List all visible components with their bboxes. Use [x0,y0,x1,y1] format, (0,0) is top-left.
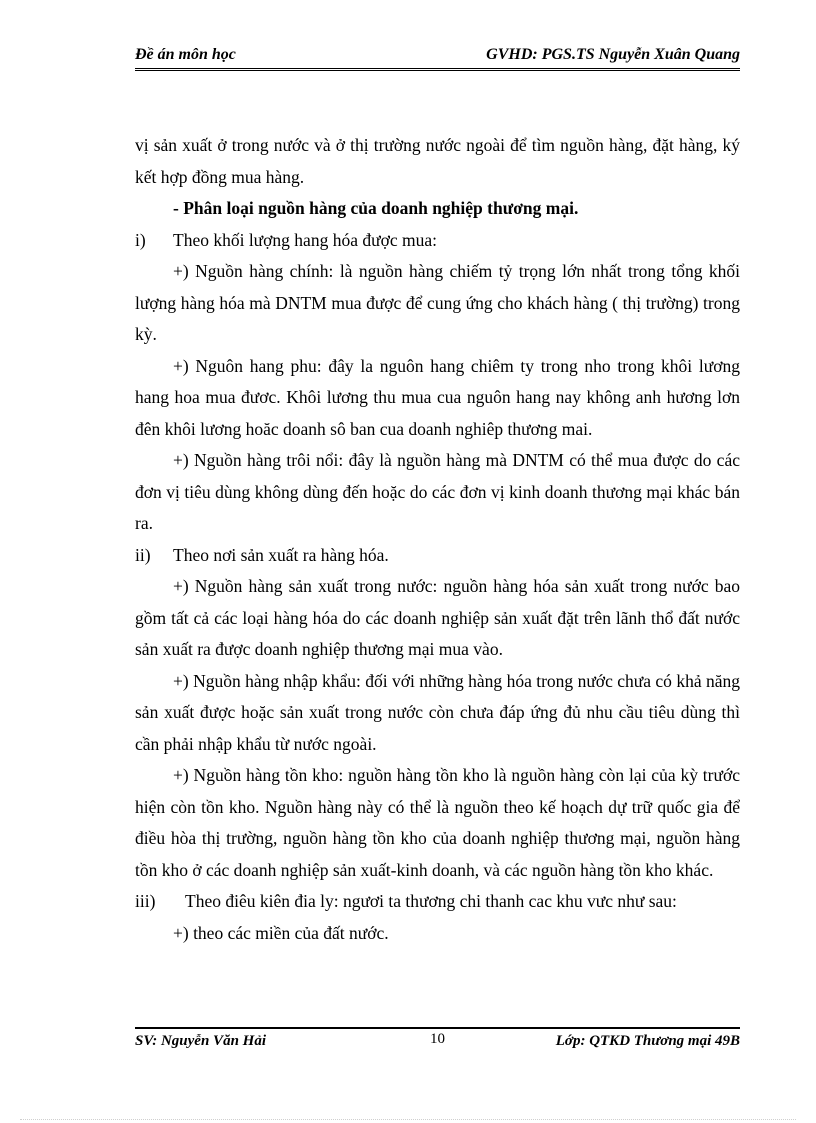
paragraph: +) Nguồn hàng nhập khẩu: đối với những hàng hóa trong nước chưa có khả năng sản xuất được hoặc sản xuất trong nước còn chưa đáp ứng đủ nhu cầu tiêu dùng thì cần phải nhập khẩu từ nước ngoài. [135,670,740,754]
supervisor: GVHD: PGS.TS Nguyễn Xuân Quang [486,46,740,63]
list-item [135,225,740,257]
paragraph: +) Nguồn hàng chính: là nguồn hàng chiếm tỷ trọng lớn nhất trong tổng khối lượng hàng hóa mà DNTM mua được để cung ứng cho khách hàng ( thị trường) trong kỳ. [135,261,740,344]
list-text: Theo nơi sản xuất ra hàng hóa. [173,544,389,565]
list-number: ii) [135,544,151,565]
paragraph: vị sản xuất ở trong nước và ở thị trường nước ngoài để tìm nguồn hàng, đặt hàng, ký kết hợp đồng mua hàng. [135,135,740,187]
header-rule [135,68,740,71]
list-text: Theo khối lượng hang hóa được mua: [173,229,437,250]
paragraph: +) Nguôn hang phu: đây la nguôn hang chiêm ty trong nho trong khôi lương hang hoa mua đươc. Khôi lương thu mua cua nguôn hang nay không anh hương lơn đên khôi lương hoăc doanh sô ban cua doanh nghiêp thương mai. [135,355,740,439]
footer-rule [135,1027,740,1029]
list-item [135,540,740,572]
list-number: iii) [135,891,156,911]
list-item [135,886,740,918]
section-heading: - Phân loại nguồn hàng của doanh nghiệp thương mại. [173,198,579,218]
paragraph: +) Nguồn hàng trôi nổi: đây là nguồn hàng mà DNTM có thể mua được do các đơn vị tiêu dùng không dùng đến hoặc do các đơn vị kinh doanh thương mại khác bán ra. [135,450,740,533]
paragraph: +) Nguồn hàng sản xuất trong nước: nguồn hàng hóa sản xuất trong nước bao gồm tất cả các loại hàng hóa do các doanh nghiệp sản xuất đặt trên lãnh thổ đất nước sản xuất ra được doanh nghiệp thương mại mua vào. [135,576,740,659]
class-name: Lớp: QTKD Thương mại 49B [555,1033,740,1049]
list-text: Theo điêu kiên đia ly: ngươi ta thương chi thanh cac khu vưc như sau: [185,891,677,911]
page-header [135,44,740,68]
page-number: 10 [430,1031,445,1047]
paragraph: +) Nguồn hàng tồn kho: nguồn hàng tồn kho là nguồn hàng còn lại của kỳ trước hiện còn tồn kho. Nguồn hàng này có thể là nguồn theo kế hoạch dự trữ quốc gia để điều hòa thị trường, nguồn hàng tồn kho của doanh nghiệp thương mại, nguồn hàng tồn kho ở các doanh nghiệp sản xuất-kinh doanh, và các nguồn hàng tồn kho khác. [135,765,740,880]
course-title: Đề án môn học [135,46,236,63]
page-footer [135,1033,740,1055]
student-name: SV: Nguyễn Văn Hải [135,1033,266,1049]
page-body [135,130,740,949]
paragraph: +) theo các miền của đất nước. [173,922,389,943]
page-edge [20,1119,796,1120]
list-number: i) [135,229,146,250]
